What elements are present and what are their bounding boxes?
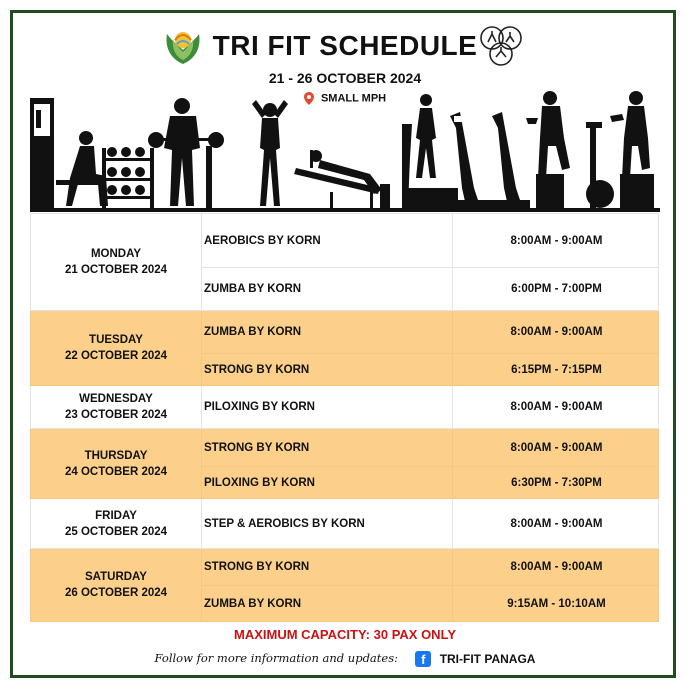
class-cell: ZUMBA BY KORN	[202, 586, 453, 622]
day-date: 25 OCTOBER 2024	[64, 525, 168, 538]
time-cell: 6:30PM - 7:30PM	[453, 467, 659, 499]
time-cell: 9:15AM - 10:10AM	[453, 586, 659, 622]
class-cell: STRONG BY KORN	[202, 354, 453, 386]
venue-name: SMALL MPH	[320, 92, 387, 105]
day-cell	[31, 311, 202, 386]
class-cell: PILOXING BY KORN	[202, 467, 453, 499]
day-name: MONDAY	[90, 248, 142, 260]
facebook-icon[interactable]: f	[415, 651, 431, 667]
facebook-handle[interactable]: TRI-FIT PANAGA	[439, 652, 536, 666]
event-dates: 21 - 26 OCTOBER 2024	[268, 70, 422, 86]
class-cell: ZUMBA BY KORN	[202, 268, 453, 311]
time-cell: 8:00AM - 9:00AM	[453, 429, 659, 467]
class-cell: STRONG BY KORN	[202, 429, 453, 467]
time-cell: 6:00PM - 7:00PM	[453, 268, 659, 311]
schedule-table	[30, 213, 659, 622]
day-date: 26 OCTOBER 2024	[64, 587, 168, 599]
day-cell	[31, 214, 202, 311]
day-name: SATURDAY	[85, 571, 147, 583]
class-cell: STEP & AEROBICS BY KORN	[202, 499, 453, 549]
day-cell	[31, 549, 202, 622]
time-cell: 8:00AM - 9:00AM	[453, 499, 659, 549]
table-row	[31, 499, 659, 549]
day-name: THURSDAY	[84, 449, 148, 462]
day-cell	[31, 386, 202, 429]
time-cell: 6:15PM - 7:15PM	[453, 354, 659, 386]
table-row	[31, 386, 659, 429]
table-row	[31, 549, 659, 586]
class-cell: ZUMBA BY KORN	[202, 311, 453, 354]
time-cell: 8:00AM - 9:00AM	[453, 549, 659, 586]
time-cell: 8:00AM - 9:00AM	[453, 214, 659, 268]
table-row	[31, 311, 659, 354]
day-name: FRIDAY	[95, 509, 137, 522]
day-date: 23 OCTOBER 2024	[64, 409, 168, 421]
day-name: WEDNESDAY	[79, 393, 153, 405]
day-cell	[31, 499, 202, 549]
gym-silhouette-banner	[30, 88, 660, 216]
day-cell	[31, 429, 202, 499]
footer	[0, 651, 690, 667]
class-cell: AEROBICS BY KORN	[202, 214, 453, 268]
time-cell: 8:00AM - 9:00AM	[453, 311, 659, 354]
day-name: TUESDAY	[89, 334, 143, 346]
time-cell: 8:00AM - 9:00AM	[453, 386, 659, 429]
day-date: 22 OCTOBER 2024	[64, 350, 168, 362]
page-title: TRI FIT SCHEDULE	[212, 30, 478, 61]
table-row	[31, 429, 659, 467]
class-cell: STRONG BY KORN	[202, 549, 453, 586]
follow-text: Follow for more information and updates:	[154, 651, 398, 666]
table-row	[31, 214, 659, 268]
day-date: 21 OCTOBER 2024	[64, 264, 168, 276]
capacity-notice: MAXIMUM CAPACITY: 30 PAX ONLY	[234, 627, 456, 642]
day-date: 24 OCTOBER 2024	[64, 465, 168, 478]
class-cell: PILOXING BY KORN	[202, 386, 453, 429]
